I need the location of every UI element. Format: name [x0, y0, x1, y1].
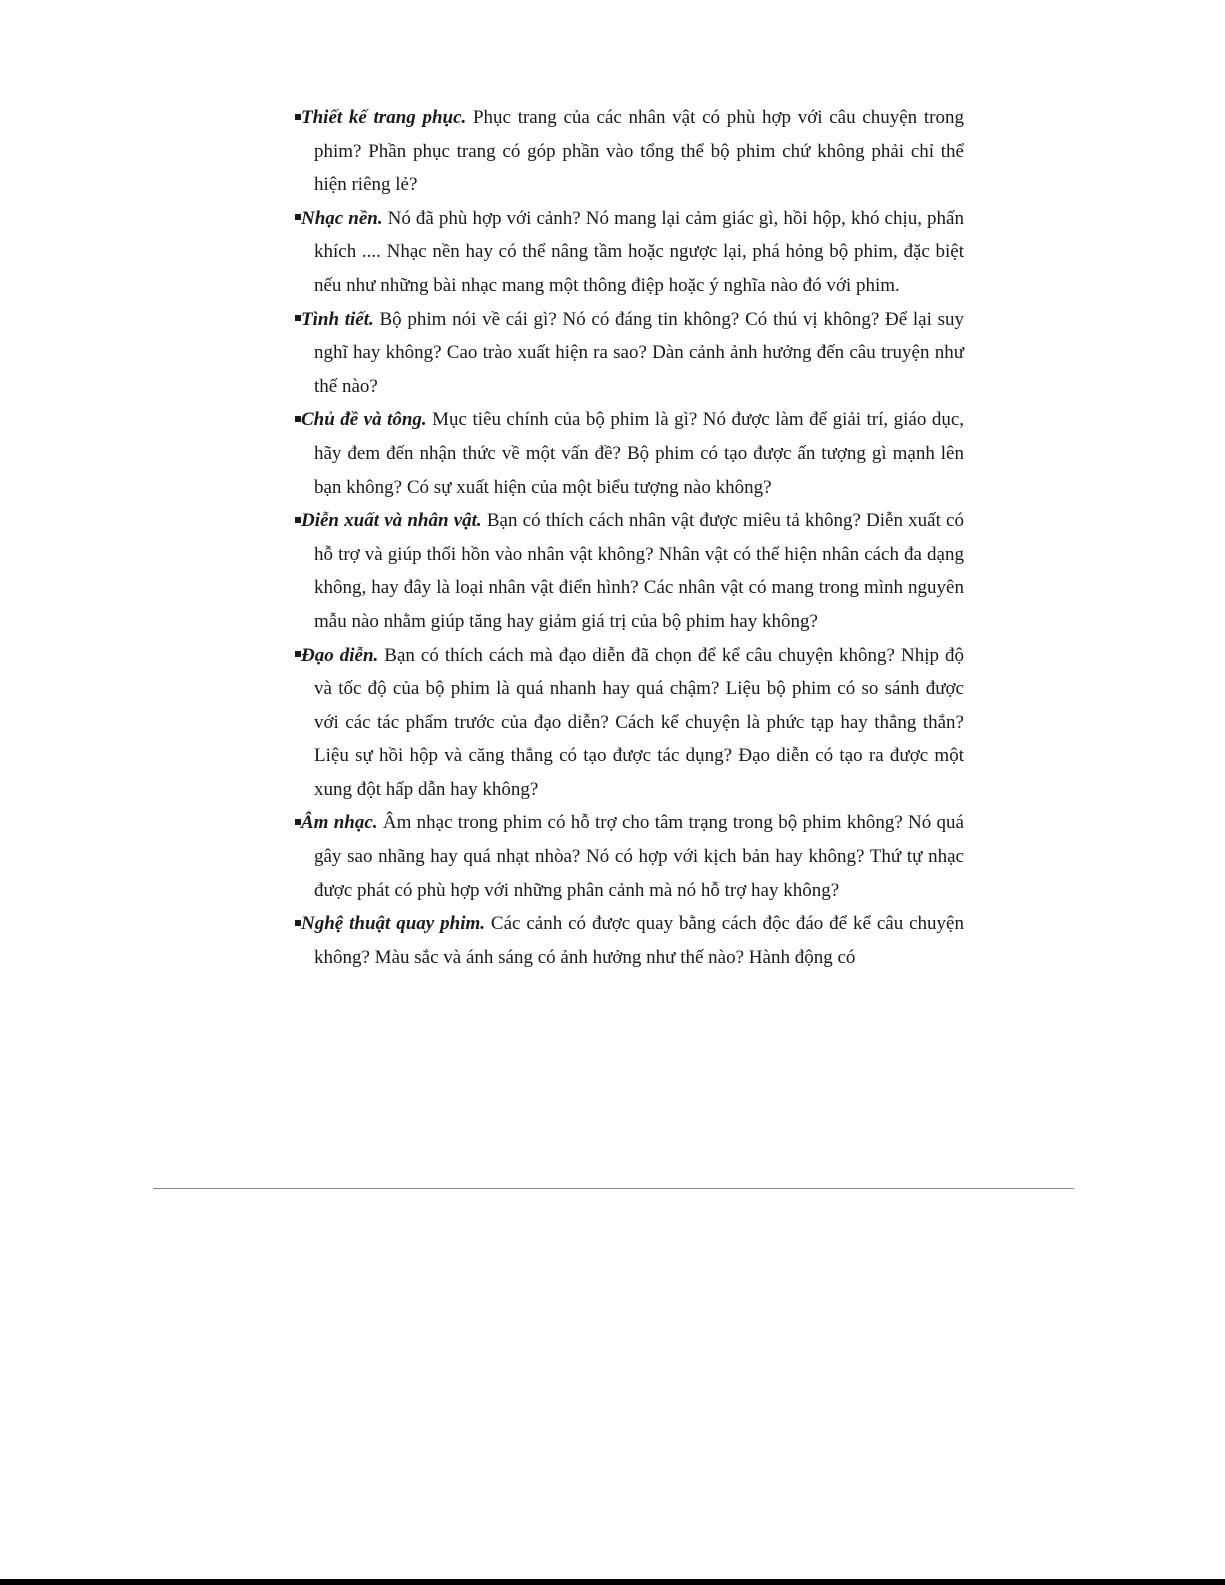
- item-body: Các cảnh có được quay bằng cách độc đáo để kể câu chuyện không? Màu sắc và ánh sáng có ảnh hưởng như thế nào? Hành động có: [314, 913, 964, 968]
- item-body: Bộ phim nói về cái gì? Nó có đáng tin không? Có thú vị không? Để lại suy nghĩ hay không? Cao trào xuất hiện ra sao? Dàn cảnh ảnh hưởng đến câu truyện như thế nào?: [314, 308, 964, 397]
- list-item-plot: [287, 303, 964, 404]
- list-item-music: [287, 806, 964, 907]
- list-item-acting-and-characters: [287, 504, 964, 638]
- item-body: Phục trang của các nhân vật có phù hợp với câu chuyện trong phim? Phần phục trang có góp phần vào tổng thể bộ phim chứ không phải chỉ thể hiện riêng lẻ?: [314, 107, 964, 196]
- item-title: Nghệ thuật quay phim.: [301, 913, 485, 935]
- page-divider: [153, 1188, 1074, 1189]
- bottom-edge-bar: [0, 1579, 1225, 1585]
- item-body: Mục tiêu chính của bộ phim là gì? Nó được làm để giải trí, giáo dục, hãy đem đến nhận thức về một vấn đề? Bộ phim có tạo được ấn tượng gì mạnh lên bạn không? Có sự xuất hiện của một biểu tượng nào không?: [314, 409, 964, 498]
- list-item-background-music: [287, 202, 964, 303]
- item-body: Âm nhạc trong phim có hỗ trợ cho tâm trạng trong bộ phim không? Nó quá gây sao nhãng hay quá nhạt nhòa? Nó có hợp với kịch bản hay không? Thứ tự nhạc được phát có phù hợp với những phân cảnh mà nó hỗ trợ hay không?: [314, 812, 964, 901]
- item-title: Tình tiết.: [301, 308, 374, 330]
- item-title: Diễn xuất và nhân vật.: [301, 510, 482, 532]
- item-body: Bạn có thích cách mà đạo diễn đã chọn để kể câu chuyện không? Nhịp độ và tốc độ của bộ phim là quá nhanh hay quá chậm? Liệu bộ phim có so sánh được với các tác phẩm trước của đạo diễn? Cách kể chuyện là phức tạp hay thẳng thắn? Liệu sự hồi hộp và căng thẳng có tạo được tác dụng? Đạo diễn có tạo ra được một xung đột hấp dẫn hay không?: [314, 644, 964, 800]
- item-title: Âm nhạc.: [301, 812, 378, 834]
- document-body: [287, 101, 964, 974]
- list-item-cinematography: [287, 907, 964, 974]
- item-title: Thiết kế trang phục.: [301, 107, 467, 128]
- item-body: Bạn có thích cách nhân vật được miêu tả không? Diễn xuất có hỗ trợ và giúp thổi hồn vào nhân vật không? Nhân vật có thể hiện nhân cách đa dạng không, hay đây là loại nhân vật điển hình? Các nhân vật có mang trong mình nguyên mẫu nào nhằm giúp tăng hay giảm giá trị của bộ phim hay không?: [314, 510, 964, 632]
- item-title: Đạo diễn.: [301, 644, 379, 666]
- list-item-directing: [287, 639, 964, 807]
- list-item-costume-design: [287, 101, 964, 202]
- item-body: Nó đã phù hợp với cảnh? Nó mang lại cảm giác gì, hồi hộp, khó chịu, phấn khích .... Nhạc nền hay có thể nâng tầm hoặc ngược lại, phá hỏng bộ phim, đặc biệt nếu như những bài nhạc mang một thông điệp hoặc ý nghĩa nào đó với phim.: [314, 207, 964, 296]
- item-title: Nhạc nền.: [301, 207, 383, 229]
- item-title: Chủ đề và tông.: [301, 409, 427, 431]
- list-item-theme-and-tone: [287, 403, 964, 504]
